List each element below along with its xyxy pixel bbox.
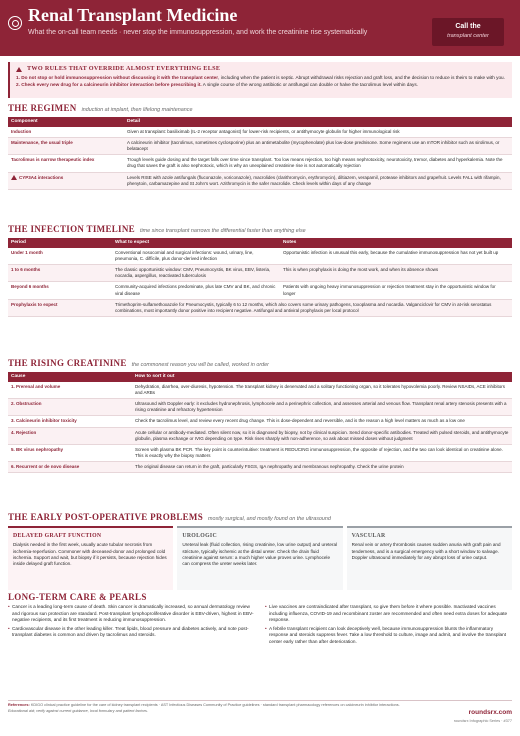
warning-icon bbox=[16, 67, 22, 72]
card-text: Dialysis needed in the first week, usually acute tubular necrosis from ischemia-reperfusion. Commoner with deceased-donor and prolonged cold ischemia. Support and wait, but biopsy if it persists, because rejection hides inside delayed graft function. bbox=[13, 542, 167, 567]
creatinine-title: THE RISING CREATININE bbox=[8, 358, 127, 368]
warning-icon bbox=[11, 175, 17, 180]
table-row bbox=[8, 172, 512, 189]
regimen-detail: Trough levels guide dosing and the target falls over time since transplant. Too low means rejection, too high means nephrotoxicity, neurotoxicity, tremor, diabetes and hyperkalemia. Note the drug that saves the graft is also nephrotoxic, which is why an unexplained creatinine rise is not automatically rejection bbox=[124, 155, 512, 172]
creatinine-cause: 2. Obstruction bbox=[8, 399, 132, 416]
regimen-detail: Levels RISE with azole antifungals (fluconazole, voriconazole), macrolides (clarithromycin, erythromycin), diltiazem, verapamil, protease inhibitors and grapefruit. Levels FALL with rifampin, phenytoin, carbamazepine and St John's wort. Azithromycin is the safer macrolide. Check levels within days of any change bbox=[124, 172, 512, 189]
table-row bbox=[8, 155, 512, 172]
postop-subtitle: mostly surgical, and mostly found on the ultrasound bbox=[208, 516, 331, 522]
timeline-col-expect: What to expect bbox=[112, 238, 280, 248]
creatinine-how: Dehydration, diarrhea, over-diuresis, hypotension. The transplant kidney is denervated and a solitary functioning organ, so it tolerates hypovolemia poorly. Review NSAIDs, ACE inhibitors and ARBs bbox=[132, 382, 512, 399]
card-text: Ureteral leak (fluid collection, rising creatinine, low urine output) and ureteral stricture, typically ischemic at the distal ureter. Check the drain fluid creatinine against serum: a much higher value proves urine. Lymphocele can compress the ureter weeks later. bbox=[182, 542, 338, 567]
rules-text bbox=[16, 75, 506, 88]
rule-1: 1. Do not stop or hold immunosuppression without discussing it with the transplant center bbox=[16, 75, 219, 81]
postop-cards bbox=[8, 526, 512, 590]
regimen-heading bbox=[8, 103, 192, 115]
postop-heading bbox=[8, 512, 331, 524]
creatinine-cause: 6. Recurrent or de novo disease bbox=[8, 461, 132, 472]
series-label: roundsrx Infographic Series · #377 bbox=[453, 719, 512, 723]
creatinine-how: Ultrasound with Doppler early: it excludes hydronephrosis, lymphocele and a perinephric collection, and assesses arterial and venous flow. Transplant renal artery stenosis presents with a rising creatinine and refractory hypertension bbox=[132, 399, 512, 416]
creatinine-how: Check the tacrolimus level, and review every recent drug change. This is dose-dependent and reversible, and is the reason a high level matters as much as a low one bbox=[132, 416, 512, 427]
table-row bbox=[8, 248, 512, 265]
table-row bbox=[8, 416, 512, 427]
pearls-right-column bbox=[265, 604, 512, 694]
table-row bbox=[8, 461, 512, 472]
timeline-expect: The classic opportunistic window: CMV, Pneumocystis, BK virus, EBV, listeria, nocardia, aspergillus, reactivated tuberculosis bbox=[112, 265, 280, 282]
timeline-col-notes: Notes bbox=[280, 238, 512, 248]
pearls-heading bbox=[8, 592, 147, 604]
call-transplant-center-button[interactable] bbox=[432, 18, 504, 46]
cta-line1: Call the bbox=[455, 23, 481, 30]
creatinine-col-how: How to sort it out bbox=[132, 372, 512, 382]
regimen-subtitle: induction at implant, then lifelong maintenance bbox=[81, 107, 193, 113]
logo-icon bbox=[8, 16, 22, 30]
table-row bbox=[8, 299, 512, 316]
table-row bbox=[8, 127, 512, 138]
pearls-title: LONG-TERM CARE & PEARLS bbox=[8, 592, 147, 602]
header-banner bbox=[0, 0, 520, 56]
timeline-expect: Community-acquired infections predominate, plus late CMV and BK, and chronic viral disease bbox=[112, 282, 280, 299]
creatinine-table bbox=[8, 372, 512, 473]
timeline-notes: Patients with ongoing heavy immunosuppression or rejection treatment stay in the opportunistic window for longer bbox=[280, 282, 512, 299]
table-row bbox=[8, 265, 512, 282]
creatinine-cause: 4. Rejection bbox=[8, 427, 132, 444]
regimen-title: THE REGIMEN bbox=[8, 103, 77, 113]
table-row bbox=[8, 444, 512, 461]
table-row bbox=[8, 138, 512, 155]
regimen-table bbox=[8, 117, 512, 190]
timeline-period: 1 to 6 months bbox=[8, 265, 112, 282]
creatinine-col-cause: Cause bbox=[8, 372, 132, 382]
rules-title: TWO RULES THAT OVERRIDE ALMOST EVERYTHING ELSE bbox=[16, 65, 506, 73]
cta-line2: transplant center bbox=[447, 33, 489, 40]
references-label: References: bbox=[8, 703, 30, 707]
timeline-period: Under 1 month bbox=[8, 248, 112, 265]
regimen-name: Maintenance, the usual triple bbox=[8, 138, 124, 155]
card-urologic bbox=[177, 526, 342, 590]
references-text: KDIGO clinical practice guideline for the care of kidney transplant recipients · AST Infectious Diseases Community of Practice guidelines · standard transplant pharmacology references on calcineurin inhibitor interactions. bbox=[30, 703, 400, 707]
list-item: • A febrile transplant recipient can look deceptively well, because immunosuppression blunts the inflammatory response and steroids suppress fever. Take a low threshold to culture, image and admit, and involve the transplant center early rather than after deterioration. bbox=[265, 626, 512, 646]
disclaimer: Educational aid; verify against current guidance, local formulary and patient factors. bbox=[8, 708, 148, 713]
rule-2: 2. Check every new drug for a calcineurin inhibitor interaction before prescribing it. bbox=[16, 81, 202, 87]
timeline-period: Prophylaxis to expect bbox=[8, 299, 112, 316]
creatinine-how: Acute cellular or antibody-mediated. Often silent now, so it is diagnosed by biopsy, not by clinical suspicion. Send donor-specific antibodies. Treated with pulsed steroids, and antithymocyte globulin, plasma exchange or IVIG depending on type. Risk rises sharply with non-adherence, so ask about missed doses without judgment bbox=[132, 427, 512, 444]
table-row bbox=[8, 282, 512, 299]
timeline-notes: Opportunistic infection is unusual this early, because the cumulative immunosuppression has not yet built up bbox=[280, 248, 512, 265]
timeline-col-period: Period bbox=[8, 238, 112, 248]
creatinine-cause: 3. Calcineurin inhibitor toxicity bbox=[8, 416, 132, 427]
regimen-detail: Given at transplant: basiliximab (IL-2 receptor antagonist) for lower-risk recipients, or antithymocyte globulin for higher immunological risk bbox=[124, 127, 512, 138]
timeline-title: THE INFECTION TIMELINE bbox=[8, 224, 135, 234]
regimen-col-component: Component bbox=[8, 117, 124, 127]
timeline-heading bbox=[8, 224, 306, 236]
regimen-col-detail: Detail bbox=[124, 117, 512, 127]
pearls-list bbox=[8, 604, 512, 694]
regimen-name: Tacrolimus is narrow therapeutic index bbox=[8, 155, 124, 172]
rules-box bbox=[8, 62, 512, 98]
rule-1-rest: , including when the patient is septic. Abrupt withdrawal risks rejection and graft loss, and the decision to reduce is theirs to make with you. bbox=[218, 75, 505, 81]
regimen-name: Induction bbox=[8, 127, 124, 138]
page-title: Renal Transplant Medicine bbox=[28, 5, 238, 25]
pearls-left-column bbox=[8, 604, 255, 694]
footer bbox=[8, 700, 512, 730]
page-subtitle: What the on-call team needs · never stop the immunosuppression, and work the creatinine rise systematically bbox=[28, 29, 368, 36]
timeline-expect: Conventional nosocomial and surgical infections: wound, urinary, line, pneumonia, C. difficile, plus donor-derived infection bbox=[112, 248, 280, 265]
card-title: UROLOGIC bbox=[182, 533, 217, 539]
card-delayed-graft-function bbox=[8, 526, 173, 590]
regimen-name-warning: CYP3A4 interactions bbox=[8, 172, 124, 189]
references bbox=[8, 703, 408, 714]
regimen-detail: A calcineurin inhibitor (tacrolimus, sometimes cyclosporine) plus an antimetabolite (mycophenolate) plus low-dose prednisone. Some regimens use an mTOR inhibitor such as sirolimus, or belatacept bbox=[124, 138, 512, 155]
card-vascular bbox=[347, 526, 512, 590]
timeline-subtitle: time since transplant narrows the differential faster than anything else bbox=[139, 228, 306, 234]
creatinine-cause: 5. BK virus nephropathy bbox=[8, 444, 132, 461]
creatinine-how: The original disease can return in the graft, particularly FSGS, IgA nephropathy and membranous nephropathy. Check the urine protein bbox=[132, 461, 512, 472]
creatinine-subtitle: the commonest reason you will be called, worked in order bbox=[131, 362, 269, 368]
rule-2-rest: A single course of the wrong antibiotic or antifungal can double or halve the tacrolimus level within days. bbox=[201, 81, 419, 87]
timeline-expect: Trimethoprim-sulfamethoxazole for Pneumocystis, typically 6 to 12 months, which also covers some urinary pathogens, toxoplasma and nocardia. Valganciclovir for CMV in at-risk serostatus combinations, most importantly donor positive into recipient negative. Antifungal and antiviral prophylaxis per local protocol bbox=[112, 299, 512, 316]
list-item: • Live vaccines are contraindicated after transplant, so give them before it where possible. Inactivated vaccines including influenza, COVID-19 and recombinant zoster are recommended and often need extra doses for adequate response. bbox=[265, 604, 512, 624]
card-text: Renal vein or artery thrombosis causes sudden anuria with graft pain and tenderness, and is a surgical emergency with a short window to salvage. Doppler ultrasound immediately for any abrupt loss of urine output. bbox=[351, 542, 501, 560]
timeline-period: Beyond 6 months bbox=[8, 282, 112, 299]
postop-title: THE EARLY POST-OPERATIVE PROBLEMS bbox=[8, 512, 204, 522]
creatinine-how: Screen with plasma BK PCR. The key point is counterintuitive: treatment is REDUCING immunosuppression, the opposite of rejection, and the two can look identical on creatinine alone. This is exactly why the biopsy matters bbox=[132, 444, 512, 461]
card-title: VASCULAR bbox=[351, 533, 386, 539]
timeline-table bbox=[8, 238, 512, 317]
creatinine-heading bbox=[8, 358, 269, 370]
creatinine-cause: 1. Prerenal and volume bbox=[8, 382, 132, 399]
table-row bbox=[8, 427, 512, 444]
timeline-notes: This is when prophylaxis is doing the most work, and when its absence shows bbox=[280, 265, 512, 282]
brand-link[interactable]: roundsrx.com bbox=[468, 709, 512, 716]
table-row bbox=[8, 399, 512, 416]
table-row bbox=[8, 382, 512, 399]
list-item: • Cardiovascular disease is the other leading killer. Treat lipids, blood pressure and diabetes actively, and note post-transplant diabetes is common and driven by tacrolimus and steroids. bbox=[8, 626, 255, 639]
card-title: DELAYED GRAFT FUNCTION bbox=[13, 533, 102, 539]
list-item: • Cancer is a leading long-term cause of death. Skin cancer is dramatically increased, so annual dermatology review and rigorous sun protection are standard. Post-transplant lymphoproliferative disorder is EBV-driven, highest in EBV-negative recipients, and its first treatment is reducing immunosuppression. bbox=[8, 604, 255, 624]
